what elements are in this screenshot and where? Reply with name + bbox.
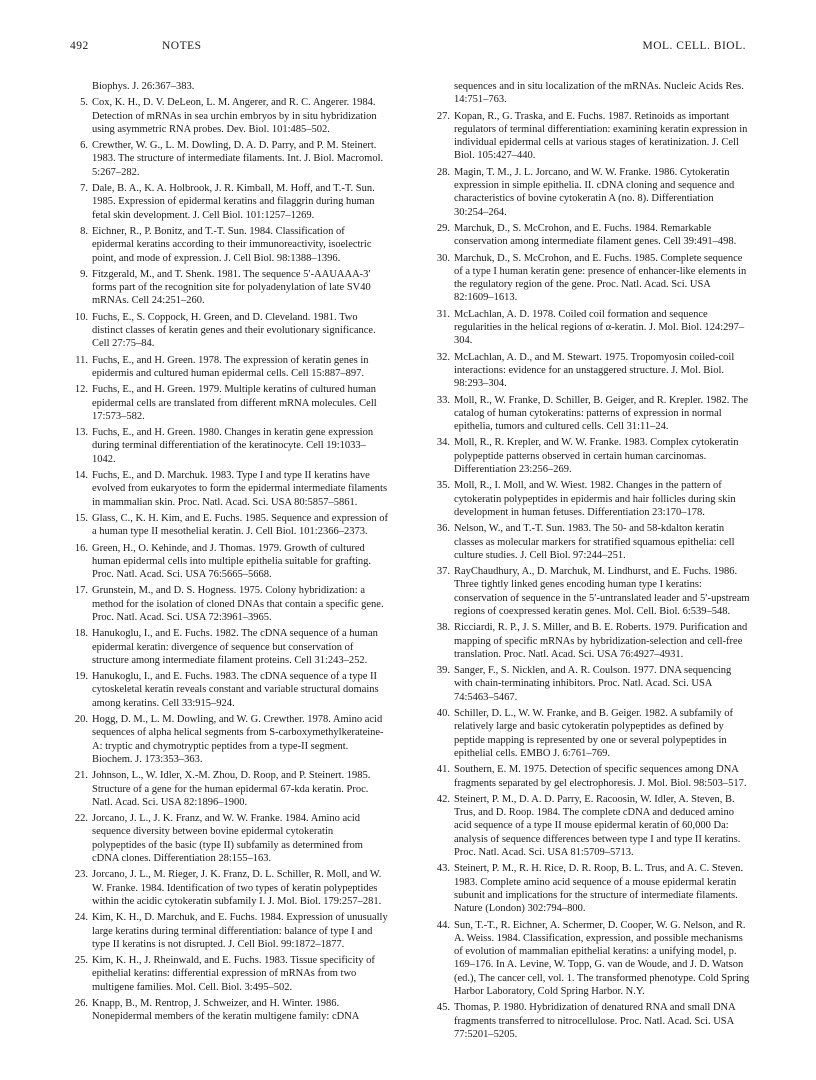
reference-text: Fuchs, E., and H. Green. 1978. The expression of keratin genes in epidermis and cultured human epidermal cells. Cell 15:887–897. [92,354,369,379]
reference-text: Fuchs, E., S. Coppock, H. Green, and D. Cleveland. 1981. Two distinct classes of keratin genes and their evolutionary significance. Cell 27:75–84. [92,311,376,350]
reference-number: 13. [74,427,88,439]
reference-text: Moll, R., R. Krepler, and W. W. Franke. 1983. Complex cytokeratin polypeptide patterns observed in certain human carcinomas. Differentiation 23:256–269. [454,437,739,476]
reference-entry [70,997,388,1024]
reference-text: RayChaudhury, A., D. Marchuk, M. Lindhurst, and E. Fuchs. 1986. Three tightly linked genes encoding human type I keratins: conservation of sequence in the 5′-untranslated leader and 5′-upstream regions of coexpressed keratin genes. Mol. Cell. Biol. 6:539–548. [454,566,750,617]
reference-entry [432,308,750,348]
reference-entry [70,954,388,994]
reference-entry [70,512,388,539]
reference-number: 6. [80,140,88,152]
reference-text: Dale, B. A., K. A. Holbrook, J. R. Kimball, M. Hoff, and T.-T. Sun. 1985. Expression of epidermal keratins and filaggrin during human fetal skin development. J. Cell Biol. 101:1257–1269. [92,183,375,221]
reference-number: 18. [74,628,88,640]
reference-entry [70,769,388,809]
reference-number: 14. [74,470,88,482]
reference-text: Hanukoglu, I., and E. Fuchs. 1983. The cDNA sequence of a type II cytoskeletal keratin reveals constant and variable structural domains among keratins. Cell 33:915–924. [92,671,379,709]
reference-entry [432,862,750,915]
reference-text: Thomas, P. 1980. Hybridization of denatured RNA and small DNA fragments transferred to nitrocellulose. Proc. Natl. Acad. Sci. USA 77:5201–5205. [454,1002,736,1040]
reference-text: McLachlan, A. D. 1978. Coiled coil formation and sequence regularities in the helical regions of α-keratin. J. Mol. Biol. 124:297–304. [454,308,745,347]
reference-text: Kim, K. H., D. Marchuk, and E. Fuchs. 1984. Expression of unusually large keratins during terminal differentiation: balance of type I and type II keratins is not disrupted. J. Cell Biol. 99:1872–1877. [92,912,388,950]
reference-entry [432,394,750,434]
right-reference-column [432,80,750,1044]
reference-number: 5. [80,97,88,109]
reference-number: 44. [436,919,450,931]
section-title: NOTES [162,40,202,52]
reference-entry [432,351,750,391]
reference-entry [70,542,388,582]
reference-number: 22. [74,813,88,825]
reference-number: 8. [80,225,88,237]
reference-entry [70,426,388,466]
reference-number: 26. [74,998,88,1009]
reference-text: Glass, C., K. H. Kim, and E. Fuchs. 1985. Sequence and expression of a human type II mesothelial keratin. J. Cell Biol. 101:2366–2373. [92,512,388,538]
reference-number: 30. [436,252,450,264]
reference-entry [70,383,388,423]
reference-number: 10. [74,311,88,323]
reference-text: Cox, K. H., D. V. DeLeon, L. M. Angerer, and R. C. Angerer. 1984. Detection of mRNAs in sea urchin embryos by in situ hybridization using asymmetric RNA probes. Dev. Biol. 101:485–502. [92,97,377,135]
reference-number: 9. [80,268,88,280]
reference-number: 37. [436,566,450,578]
continued-reference: Biophys. J. 26:367–383. [92,81,195,92]
reference-entry [70,354,388,381]
reference-text: Magin, T. M., J. L. Jorcano, and W. W. Franke. 1986. Cytokeratin expression in simple epithelia. II. cDNA cloning and sequence and characteristics of bovine cytokeratin A (no. 8). Differentiation 30:254–264. [454,166,735,218]
reference-entry [70,713,388,766]
reference-number: 7. [80,183,88,195]
reference-number: 41. [436,764,450,776]
reference-entry [70,911,388,951]
reference-text: Schiller, D. L., W. W. Franke, and B. Geiger. 1982. A subfamily of relatively large and basic cytokeratin polypeptides as defined by peptide mapping is represented by one or several polypeptides in epithelial cells. EMBO J. 6:761–769. [454,708,733,759]
reference-entry [70,139,388,179]
reference-text: Sanger, F., S. Nicklen, and A. R. Coulson. 1977. DNA sequencing with chain-terminating inhibitors. Proc. Natl. Acad. Sci. USA 74:5463–5467. [454,665,732,703]
reference-text: Hogg, D. M., L. M. Dowling, and W. G. Crewther. 1978. Amino acid sequences of alpha helical segments from S-carboxymethylkerateine-A: tryptic and chymotryptic peptides from a type-II segment. Biochem. J. 173:353–363. [92,714,384,765]
reference-number: 31. [436,308,450,320]
reference-text: Steinert, P. M., D. A. D. Parry, E. Racoosin, W. Idler, A. Steven, B. Trus, and D. Roop. 1984. The complete cDNA and deduced amino acid sequence of a type II mouse epidermal keratin of 60,000 Da: analysis of sequence differences between type I and type II keratins. Proc. Natl. Acad. Sci. USA 81:5709–5713. [454,793,741,859]
reference-text: Knapp, B., M. Rentrop, J. Schweizer, and H. Winter. 1986. Nonepidermal members of the keratin multigene family: cDNA [92,998,360,1023]
reference-entry [432,793,750,859]
reference-number: 35. [436,480,450,492]
reference-entry [70,96,388,136]
reference-number: 45. [436,1002,450,1014]
reference-number: 28. [436,166,450,178]
reference-entry [70,268,388,308]
reference-text: Kim, K. H., J. Rheinwald, and E. Fuchs. 1983. Tissue specificity of epithelial keratins: differential expression of mRNAs from two multigene families. Mol. Cell. Biol. 3:495–502. [92,955,375,993]
reference-entry [70,670,388,710]
reference-number: 15. [74,512,88,524]
reference-number: 32. [436,351,450,363]
page-number: 492 [70,40,89,52]
reference-number: 23. [74,869,88,881]
reference-text: Johnson, L., W. Idler, X.-M. Zhou, D. Roop, and P. Steinert. 1985. Structure of a gene for the human epidermal 67-kda keratin. Proc. Natl. Acad. Sci. USA 82:1896–1900. [92,770,371,808]
reference-entry [432,436,750,476]
reference-entry [70,311,388,351]
reference-entry [432,664,750,704]
reference-entry [70,584,388,624]
reference-entry [432,522,750,562]
reference-text: Fitzgerald, M., and T. Shenk. 1981. The sequence 5′-AAUAAA-3′ forms part of the recognition site for polyadenylation of late SV40 mRNAs. Cell 24:251–260. [92,268,371,307]
reference-text: Fuchs, E., and H. Green. 1979. Multiple keratins of cultured human epidermal cells are translated from different mRNA molecules. Cell 17:573–582. [92,384,377,422]
reference-entry [70,182,388,222]
reference-text: Eichner, R., P. Bonitz, and T.-T. Sun. 1984. Classification of epidermal keratins according to their immunoreactivity, isoelectric point, and mode of expression. J. Cell Biol. 98:1388–1396. [92,225,372,264]
journal-name: MOL. CELL. BIOL. [642,40,746,52]
reference-entry [432,707,750,760]
reference-entry [432,110,750,163]
reference-text: McLachlan, A. D., and M. Stewart. 1975. Tropomyosin coiled-coil interactions: evidence for an unstaggered structure. J. Mol. Biol. 98:293–304. [454,351,735,390]
left-reference-column [70,80,388,1027]
reference-text: Moll, R., I. Moll, and W. Wiest. 1982. Changes in the pattern of cytokeratin polypeptides in epidermis and hair follicles during skin development in human fetuses. Differentiation 23:170–178. [454,480,736,518]
reference-text: Steinert, P. M., R. H. Rice, D. R. Roop, B. L. Trus, and A. C. Steven. 1983. Complete amino acid sequence of a mouse epidermal keratin subunit and implications for the structure of intermediate filaments. Nature (London) 302:794–800. [454,863,744,915]
reference-entry [432,919,750,999]
reference-entry [432,166,750,219]
reference-number: 11. [75,354,88,366]
reference-text: Jorcano, J. L., J. K. Franz, and W. W. Franke. 1984. Amino acid sequence diversity between bovine epidermal cytokeratin polypeptides of the basic (type II) subfamily as determined from cDNA clones. Differentiation 28:155–163. [92,813,363,865]
reference-number: 16. [74,542,88,554]
reference-number: 24. [74,912,88,924]
reference-number: 38. [436,622,450,634]
reference-text: Green, H., O. Kehinde, and J. Thomas. 1979. Growth of cultured human epidermal cells into multiple epithelia suitable for grafting. Proc. Natl. Acad. Sci. USA 76:5665–5668. [92,542,372,581]
reference-entry [432,479,750,519]
reference-entry [70,225,388,265]
reference-number: 21. [74,770,88,782]
reference-text: Hanukoglu, I., and E. Fuchs. 1982. The cDNA sequence of a human epidermal keratin: divergence of sequence but conservation of structure among intermediate filament proteins. Cell 31:243–252. [92,628,378,666]
reference-number: 25. [74,955,88,967]
reference-number: 34. [436,437,450,449]
reference-entry [432,565,750,618]
reference-number: 42. [436,793,450,805]
reference-text: Marchuk, D., S. McCrohon, and E. Fuchs. 1984. Remarkable conservation among intermediate filament genes. Cell 39:491–498. [454,222,737,248]
reference-entry [432,1001,750,1041]
reference-text: Grunstein, M., and D. S. Hogness. 1975. Colony hybridization: a method for the isolation of cloned DNAs that contain a specific gene. Proc. Natl. Acad. Sci. USA 72:3961–3965. [92,585,384,623]
reference-entry [70,469,388,509]
reference-entry [70,627,388,667]
reference-text: Marchuk, D., S. McCrohon, and E. Fuchs. 1985. Complete sequence of a type I human keratin gene: presence of enhancer-like elements in the regulatory region of the gene. Proc. Natl. Acad. Sci. USA 82:1609–1613. [454,252,747,304]
reference-number: 17. [74,585,88,597]
reference-number: 12. [74,384,88,396]
reference-entry [70,868,388,908]
reference-entry [432,621,750,661]
reference-number: 36. [436,523,450,535]
reference-text: Ricciardi, R. P., J. S. Miller, and B. E. Roberts. 1979. Purification and mapping of specific mRNAs by hybridization-selection and cell-free translation. Proc. Natl. Acad. Sci. USA 76:4927–4931. [454,622,748,660]
reference-number: 20. [74,714,88,726]
reference-text: Fuchs, E., and D. Marchuk. 1983. Type I and type II keratins have evolved from eukaryotes to form the epidermal intermediate filaments in mammalian skin. Proc. Natl. Acad. Sci. USA 80:5857–5861. [92,470,388,508]
reference-entry [70,812,388,865]
reference-text: Kopan, R., G. Traska, and E. Fuchs. 1987. Retinoids as important regulators of terminal differentiation: examining keratin expression in individual epidermal cells at various stages of keratinization. J. Cell Biol. 105:427–440. [454,110,748,162]
reference-number: 43. [436,863,450,875]
reference-number: 39. [436,665,450,677]
reference-number: 29. [436,222,450,234]
reference-text: Jorcano, J. L., M. Rieger, J. K. Franz, D. L. Schiller, R. Moll, and W. W. Franke. 1984. Identification of two types of keratin polypeptides within the acidic cytokeratin subfamily I. J. Mol. Biol. 179:257–281. [92,869,382,907]
reference-entry [432,222,750,249]
reference-text: Fuchs, E., and H. Green. 1980. Changes in keratin gene expression during terminal differentiation of the keratinocyte. Cell 19:1033–1042. [92,427,374,465]
reference-text: Sun, T.-T., R. Eichner, A. Schermer, D. Cooper, W. G. Nelson, and R. A. Weiss. 1984. Classification, expression, and possible mechanisms of evolution of mammalian epithelial keratins: a unifying model, p. 169–176. In A. Levine, W. Topp, G. van de Woude, and J. D. Watson (ed.), The cancer cell, vol. 1. The transformed phenotype. Cold Spring Harbor Laboratory, Cold Spring Harbor. N.Y. [454,919,750,997]
reference-text: Southern, E. M. 1975. Detection of specific sequences among DNA fragments separated by gel electrophoresis. J. Mol. Biol. 98:503–517. [454,764,747,789]
reference-entry [432,252,750,305]
reference-entry [432,763,750,790]
reference-text: Moll, R., W. Franke, D. Schiller, B. Geiger, and R. Krepler. 1982. The catalog of human cytokeratins: patterns of expression in normal epithelia, tumors and cultured cells. Cell 31:11–24. [454,394,749,433]
reference-text: Crewther, W. G., L. M. Dowling, D. A. D. Parry, and P. M. Steinert. 1983. The structure of intermediate filaments. Int. J. Biol. Macromol. 5:267–282. [92,140,384,178]
reference-text: Nelson, W., and T.-T. Sun. 1983. The 50- and 58-kdalton keratin classes as molecular markers for stratified squamous epithelia: cell culture studies. J. Cell Biol. 97:244–251. [454,523,735,561]
reference-number: 33. [436,394,450,406]
reference-number: 27. [436,110,450,122]
reference-number: 19. [74,671,88,683]
continued-reference: sequences and in situ localization of the mRNAs. Nucleic Acids Res. 14:751–763. [454,81,744,106]
reference-number: 40. [436,708,450,720]
